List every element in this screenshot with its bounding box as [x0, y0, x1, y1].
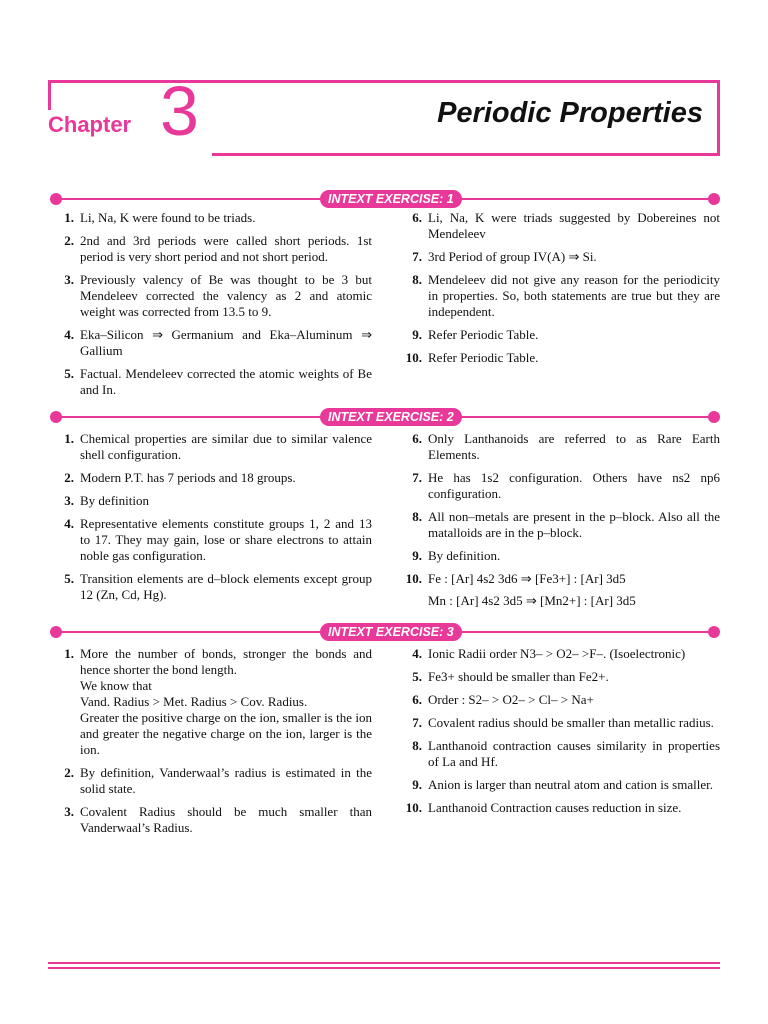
item-number: 2. [64, 233, 74, 248]
item-text: Refer Periodic Table. [428, 327, 539, 342]
item-text: By definition. [428, 548, 501, 563]
list-item [54, 431, 372, 463]
section-banner-2 [50, 410, 720, 424]
item-number: 9. [412, 548, 422, 563]
section-3-right-column [402, 646, 720, 823]
item-text: Eka–Silicon ⇒ Germanium and Eka–Aluminum ⇒ Gallium [80, 327, 372, 358]
item-text: Fe3+ should be smaller than Fe2+. [428, 669, 609, 684]
item-text: Mendeleev did not give any reason for the periodicity in properties. So, both statements are true but they are independent. [428, 272, 720, 319]
banner-dot-right [708, 193, 720, 205]
list-item [402, 210, 720, 242]
item-text: Only Lanthanoids are referred to as Rare Earth Elements. [428, 431, 720, 462]
section-1-right-column [402, 210, 720, 373]
item-text: Lanthanoid contraction causes similarity in properties of La and Hf. [428, 738, 720, 769]
item-text: 3rd Period of group IV(A) ⇒ Si. [428, 249, 597, 264]
item-text: By definition [80, 493, 149, 508]
banner-dot-left [50, 626, 62, 638]
item-text: Factual. Mendeleev corrected the atomic weights of Be and In. [80, 366, 372, 397]
chapter-title-frame [212, 80, 720, 156]
item-number: 3. [64, 493, 74, 508]
section-3-left-column [54, 646, 372, 843]
item-number: 6. [412, 210, 422, 225]
item-text: Vand. Radius > Met. Radius > Cov. Radius. [80, 694, 308, 709]
banner-dot-right [708, 411, 720, 423]
list-item [402, 431, 720, 463]
item-text: 2nd and 3rd periods were called short periods. 1st period is very short period and not short period. [80, 233, 372, 264]
list-item [402, 800, 720, 816]
item-text: He has 1s2 configuration. Others have ns2 np6 configuration. [428, 470, 720, 501]
list-item [402, 470, 720, 502]
list-item [402, 571, 720, 609]
list-item [402, 777, 720, 793]
item-text: Covalent radius should be smaller than metallic radius. [428, 715, 714, 730]
section-title: INTEXT EXERCISE: 3 [320, 623, 462, 641]
chapter-number: 3 [160, 72, 199, 150]
item-text: Fe : [Ar] 4s2 3d6 ⇒ [Fe3+] : [Ar] 3d5 [428, 571, 626, 586]
item-number: 7. [412, 715, 422, 730]
item-text: Ionic Radii order N3– > O2– >F–. (Isoelectronic) [428, 646, 686, 661]
item-text: More the number of bonds, stronger the bonds and hence shorter the bond length. [80, 646, 372, 677]
item-number: 3. [64, 272, 74, 287]
item-text: Order : S2– > O2– > Cl– > Na+ [428, 692, 594, 707]
section-banner-3 [50, 625, 720, 639]
item-number: 10. [405, 350, 422, 365]
section-title: INTEXT EXERCISE: 1 [320, 190, 462, 208]
list-item [54, 516, 372, 564]
item-number: 5. [64, 366, 74, 381]
item-number: 4. [64, 327, 74, 342]
item-number: 3. [64, 804, 74, 819]
item-number: 7. [412, 249, 422, 264]
item-text: Li, Na, K were triads suggested by Dobereines not Mendeleev [428, 210, 720, 241]
item-text: Representative elements constitute groups 1, 2 and 13 to 17. They may gain, lose or share electrons to attain noble gas configuration. [80, 516, 372, 563]
list-item [402, 738, 720, 770]
footer-rule-1 [48, 962, 720, 964]
item-number: 6. [412, 692, 422, 707]
item-number: 6. [412, 431, 422, 446]
item-number: 9. [412, 777, 422, 792]
list-item [54, 765, 372, 797]
item-text: Greater the positive charge on the ion, smaller is the ion and greater the negative charge on the ion, larger is the ion. [80, 710, 372, 757]
list-item [402, 548, 720, 564]
item-number: 8. [412, 738, 422, 753]
item-number: 7. [412, 470, 422, 485]
item-text: Refer Periodic Table. [428, 350, 539, 365]
section-2-right-column [402, 431, 720, 616]
list-item [54, 327, 372, 359]
list-item [54, 804, 372, 836]
list-item [54, 646, 372, 758]
list-item [402, 715, 720, 731]
list-item [402, 669, 720, 685]
footer-rule-2 [48, 967, 720, 969]
item-number: 5. [412, 669, 422, 684]
item-text: Li, Na, K were found to be triads. [80, 210, 256, 225]
banner-dot-right [708, 626, 720, 638]
item-text: Lanthanoid Contraction causes reduction in size. [428, 800, 682, 815]
item-number: 4. [412, 646, 422, 661]
item-number: 10. [405, 571, 422, 586]
list-item [402, 692, 720, 708]
section-2-left-column [54, 431, 372, 610]
item-number: 10. [405, 800, 422, 815]
chapter-label: Chapter [48, 112, 132, 137]
item-number: 1. [64, 210, 74, 225]
item-number: 1. [64, 431, 74, 446]
list-item [54, 210, 372, 226]
banner-dot-left [50, 193, 62, 205]
item-number: 1. [64, 646, 74, 661]
item-text: All non–metals are present in the p–block. Also all the matalloids are in the p–block. [428, 509, 720, 540]
item-text: Chemical properties are similar due to similar valence shell configuration. [80, 431, 372, 462]
item-number: 2. [64, 470, 74, 485]
section-title: INTEXT EXERCISE: 2 [320, 408, 462, 426]
item-text: Anion is larger than neutral atom and cation is smaller. [428, 777, 713, 792]
item-number: 8. [412, 509, 422, 524]
list-item [54, 493, 372, 509]
item-text-continued: Mn : [Ar] 4s2 3d5 ⇒ [Mn2+] : [Ar] 3d5 [428, 593, 636, 608]
list-item [54, 366, 372, 398]
item-number: 4. [64, 516, 74, 531]
list-item [54, 233, 372, 265]
item-number: 9. [412, 327, 422, 342]
list-item [54, 272, 372, 320]
list-item [402, 646, 720, 662]
list-item [402, 350, 720, 366]
item-number: 2. [64, 765, 74, 780]
section-banner-1 [50, 192, 720, 206]
item-text: Modern P.T. has 7 periods and 18 groups. [80, 470, 296, 485]
list-item [402, 509, 720, 541]
list-item [402, 327, 720, 343]
item-text: Covalent Radius should be much smaller than Vanderwaal’s Radius. [80, 804, 372, 835]
list-item [54, 571, 372, 603]
item-text: By definition, Vanderwaal’s radius is estimated in the solid state. [80, 765, 372, 796]
list-item [402, 272, 720, 320]
item-number: 8. [412, 272, 422, 287]
chapter-title: Periodic Properties [437, 97, 703, 129]
item-text: Previously valency of Be was thought to be 3 but Mendeleev corrected the valency as 2 and atomic weight was corrected from 13.5 to 9. [80, 272, 372, 319]
item-text: We know that [80, 678, 152, 693]
list-item [402, 249, 720, 265]
item-number: 5. [64, 571, 74, 586]
banner-dot-left [50, 411, 62, 423]
section-1-left-column [54, 210, 372, 405]
item-text: Transition elements are d–block elements except group 12 (Zn, Cd, Hg). [80, 571, 372, 602]
list-item [54, 470, 372, 486]
